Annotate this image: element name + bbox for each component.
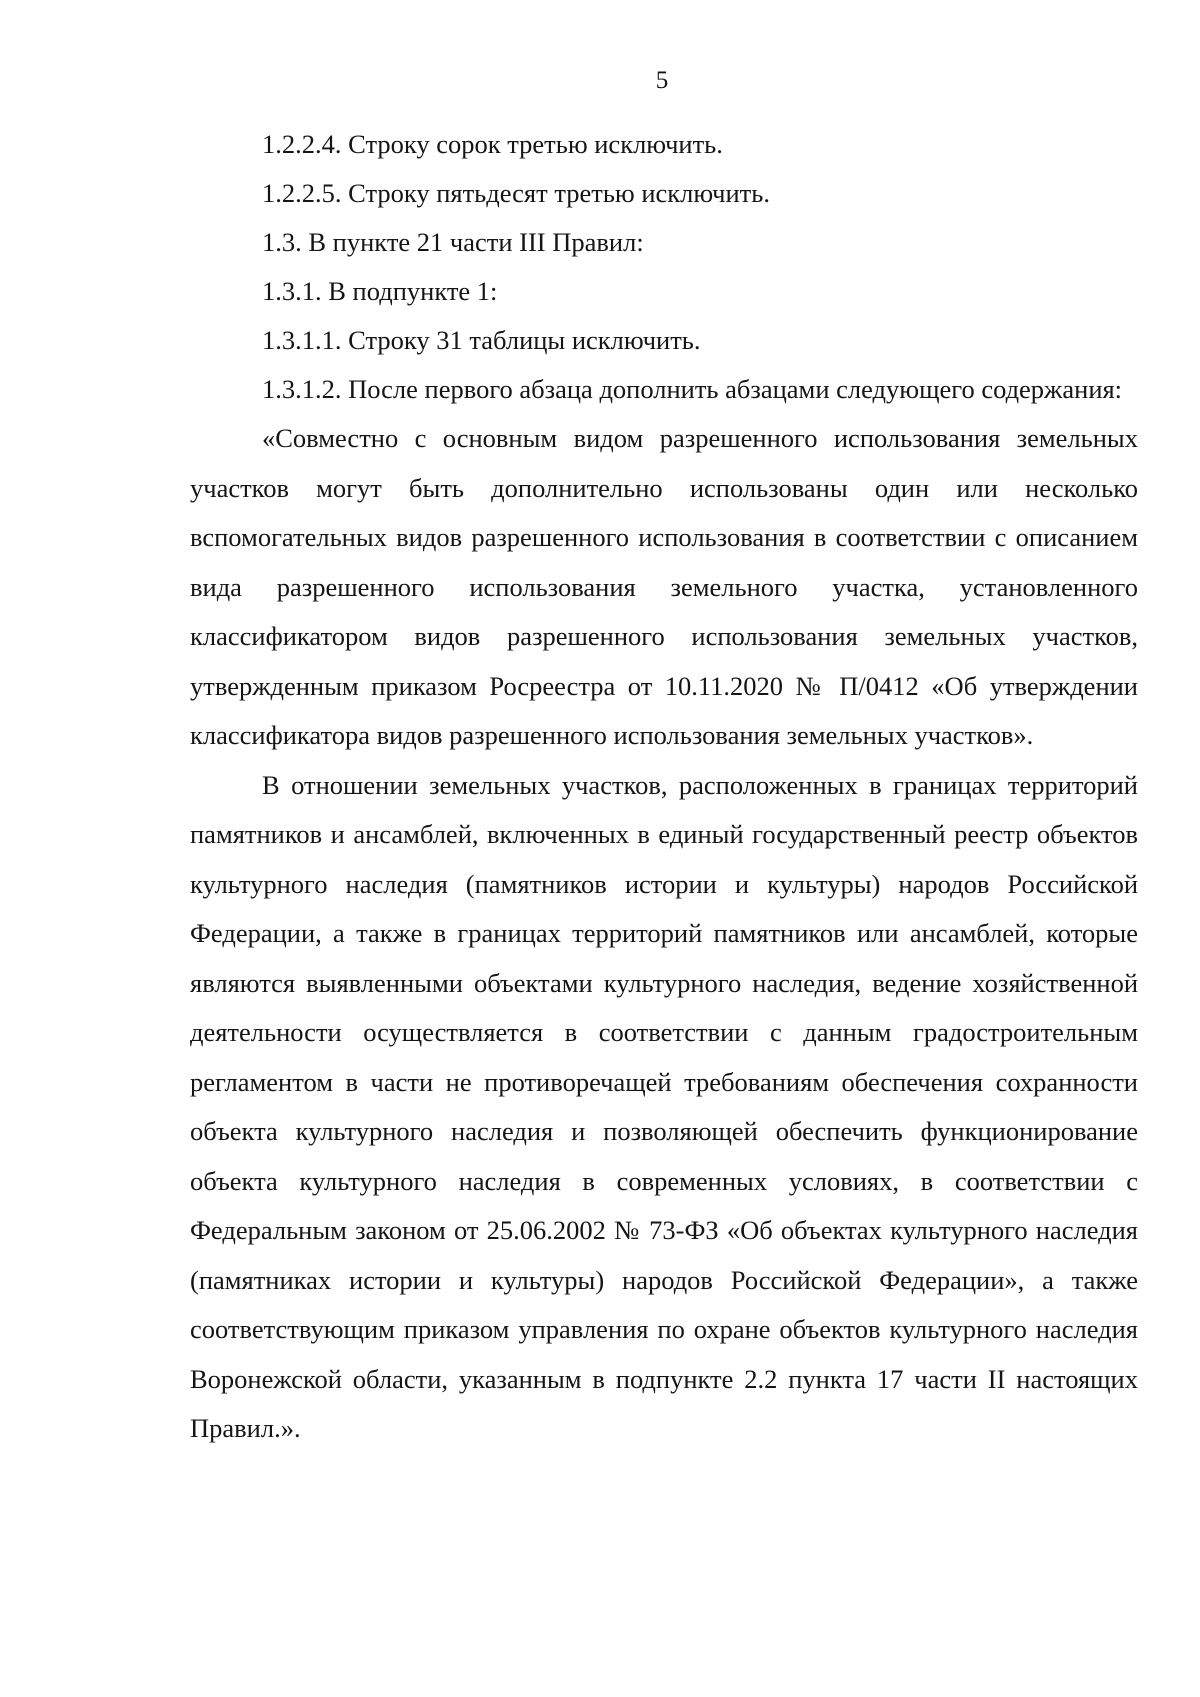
document-body bbox=[190, 120, 1138, 1454]
clause-1-2-2-5: 1.2.2.5. Строку пятьдесят третью исключить. bbox=[262, 178, 770, 208]
quoted-paragraph-1: «Совместно с основным видом разрешенного использования земельных участков могут быть дополнительно использованы один или несколько вспомогательных видов разрешенного использования в соответствии с описанием вида разрешенного использования земельного участка, установленного классификатором видов разрешенного использования земельных участков, утвержденным приказом Росреестра от 10.11.2020 № П/0412 «Об утверждении классификатора видов разрешенного использования земельных участков». bbox=[190, 423, 1138, 750]
clause-1-3: 1.3. В пункте 21 части III Правил: bbox=[262, 227, 644, 257]
clause-1-3-1: 1.3.1. В подпункте 1: bbox=[262, 276, 498, 306]
page-number: 5 bbox=[655, 67, 669, 94]
clause-1-2-2-4: 1.2.2.4. Строку сорок третью исключить. bbox=[262, 129, 723, 159]
clause-1-3-1-2: 1.3.1.2. После первого абзаца дополнить абзацами следующего содержания: bbox=[262, 374, 1123, 404]
quoted-paragraph-2: В отношении земельных участков, расположенных в границах территорий памятников и ансамблей, включенных в единый государственный реестр объектов культурного наследия (памятников истории и культуры) народов Российской Федерации, а также в границах территорий памятников или ансамблей, которые являются выявленными объектами культурного наследия, ведение хозяйственной деятельности осуществляется в соответствии с данным градостроительным регламентом в части не противоречащей требованиям обеспечения сохранности объекта культурного наследия и позволяющей обеспечить функционирование объекта культурного наследия в современных условиях, в соответствии с Федеральным законом от 25.06.2002 № 73-ФЗ «Об объектах культурного наследия (памятниках истории и культуры) народов Российской Федерации», а также соответствующим приказом управления по охране объектов культурного наследия Воронежской области, указанным в подпункте 2.2 пункта 17 части II настоящих Правил.». bbox=[190, 769, 1138, 1443]
clause-1-3-1-1: 1.3.1.1. Строку 31 таблицы исключить. bbox=[262, 325, 701, 355]
